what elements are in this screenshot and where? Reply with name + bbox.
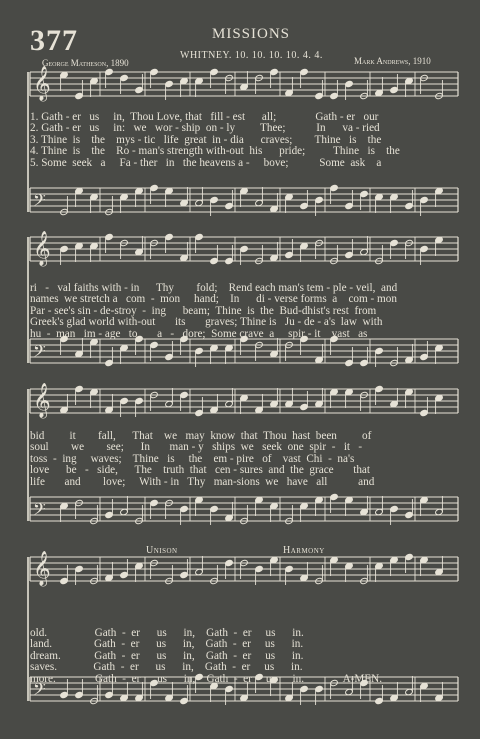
verse-line: dream. Gath - er us in, Gath - er us in. [30, 649, 304, 662]
verse-line: 5. Some seek a Fa - ther in the heavens a - bove; Some ask a [30, 156, 382, 169]
verse-line: 3. Thine is the mys - tic life great in - dia craves; Thine is the [30, 133, 382, 146]
treble-clef-icon: 𝄞 [33, 66, 51, 101]
bass-clef-icon: 𝄢 [33, 679, 46, 703]
bass-clef-icon: 𝄢 [33, 499, 46, 523]
verse-line: 1. Gath - er us in, Thou Love, that fill - est all; Gath - er our [30, 111, 379, 123]
verse-line: soul we see; In man - y ships we seek one spir - it - [30, 441, 363, 454]
treble-clef-icon: 𝄞 [33, 231, 51, 266]
lyrics-system-4 [30, 628, 450, 685]
treble-clef-icon: 𝄞 [33, 551, 51, 586]
hymn-title: MISSIONS [212, 26, 291, 42]
verse-line: old. Gath - er us in, Gath - er us in. [30, 627, 304, 639]
verse-line: ri - val faiths with - in Thy fold; Rend each man's tem - ple - veil, and [30, 282, 398, 294]
harmony-marker: Harmony [283, 545, 325, 556]
verse-line: hu - man im - age to a - dore; Some crave a spir - it vast as [30, 327, 368, 340]
verse-line: saves. Gath - er us in, Gath - er us in. [30, 661, 303, 674]
treble-clef-icon: 𝄞 [33, 383, 51, 418]
verse-line: Par - see's sin - de-stroy - ing beam; Thine is the Bud-dhist's rest from [30, 304, 377, 317]
verse-line: life and love; With - in Thy man-sions we have all and [30, 475, 375, 488]
verse-line: 2. Gath - er us in: we wor - ship on - ly Thee; In va - ried [30, 122, 380, 135]
lyrics-system-3 [30, 431, 450, 488]
verse-line: bid it fall, That we may know that Thou hast been of [30, 430, 372, 442]
verse-line: Greek's glad world with-out its graves; Thine is Ju - de - a's law with [30, 316, 383, 329]
verse-line: toss - ing waves; Thine is the em - pire of vast Chi - na's [30, 452, 355, 465]
lyrics-system-2 [30, 283, 450, 340]
hymn-number: 377 [30, 24, 78, 57]
verse-line: love be - side, The truth that cen - sures and the grace that [30, 464, 370, 477]
verse-line: 4. Thine is the Ro - man's strength with-out his pride; Thine is the [30, 145, 400, 158]
lyrics-system-1 [30, 112, 450, 169]
tune-name: WHITNEY. 10. 10. 10. 10. 4. 4. [180, 50, 323, 61]
bass-clef-icon: 𝄢 [33, 341, 46, 365]
composer-credit: Mark Andrews, 1910 [354, 56, 431, 66]
verse-line: names we stretch a com - mon hand; In di - verse forms a com - mon [30, 293, 397, 306]
verse-line: more. Gath - er us in, Gath - er us in. A-MEN. [30, 672, 383, 685]
bass-clef-icon: 𝄢 [33, 190, 46, 214]
verse-line: land. Gath - er us in, Gath - er us in. [30, 638, 304, 651]
author-credit: George Matheson, 1890 [42, 58, 129, 68]
unison-marker: Unison [146, 545, 178, 556]
